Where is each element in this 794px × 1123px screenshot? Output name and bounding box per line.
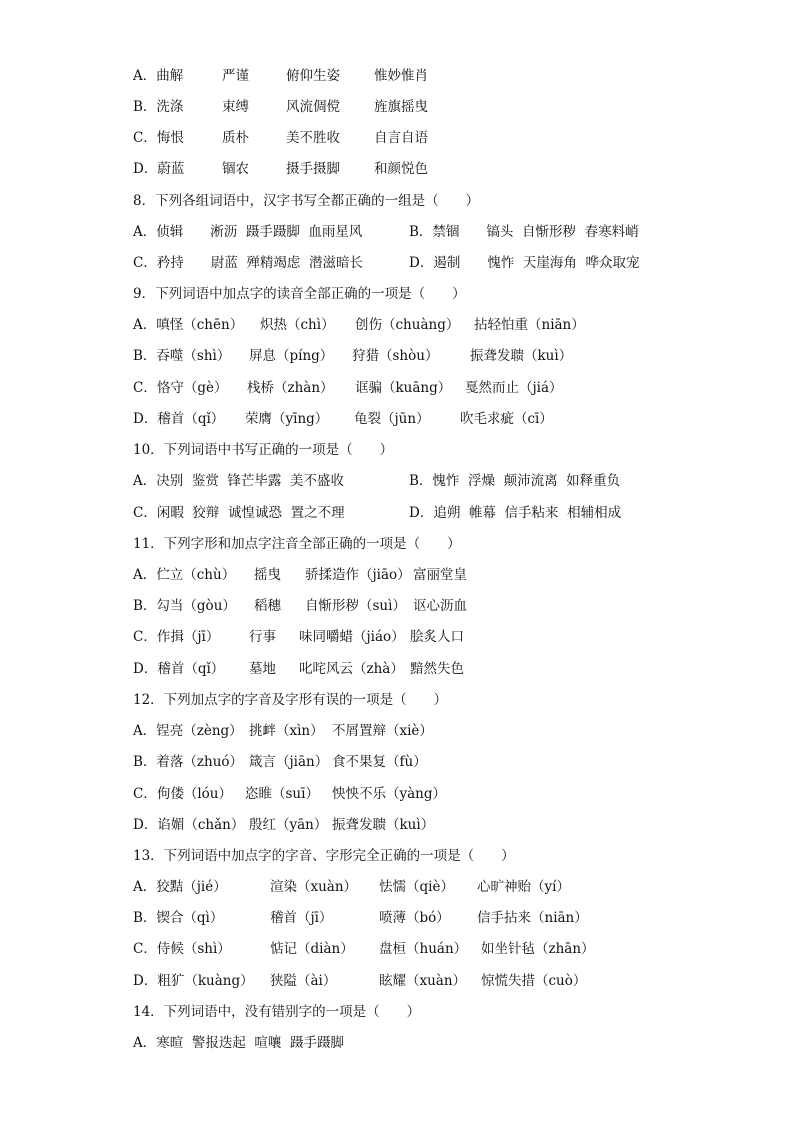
text-segment: 殷红（yān） [249,817,328,833]
text-segment: 富丽堂皇 [413,567,467,583]
text-line [133,660,693,678]
text-line [133,316,693,334]
text-segment: D．稽首（qǐ） [133,411,225,427]
text-segment: 食不果复（fù） [332,754,427,770]
text-segment: A．狡黠（jié） [133,879,227,895]
text-segment: 惊慌失措（cuò） [481,973,587,989]
text-segment: 味同嚼蜡（jiáo） [299,629,405,645]
text-segment: 旌旗摇曳 [374,99,428,115]
text-segment: 和颜悦色 [374,161,428,177]
text-segment: A．侦辑 淅沥 蹑手蹑脚 血雨星风 [133,224,363,240]
text-segment: A．锃亮（zèng） [133,723,243,739]
text-segment: 拈轻怕重（niān） [474,317,585,333]
text-segment: 炽热（chì） [260,317,335,333]
text-line [133,192,693,210]
text-segment: 恣睢（suī） [245,786,319,802]
text-line [133,597,693,615]
text-segment: C．闲暇 狡辩 诚惶诚恐 置之不理 [133,505,345,521]
text-line [133,816,693,834]
text-line [133,535,693,553]
text-line [133,628,693,646]
text-segment: 自惭形秽（suì） [305,598,406,614]
text-line [133,67,693,85]
text-line [133,847,693,865]
text-segment: B．锲合（qì） [133,910,224,926]
text-segment: C．侍候（shì） [133,941,231,957]
text-segment: 狭隘（ài） [270,973,337,989]
text-segment: 摄手摄脚 [286,161,340,177]
text-line [133,254,693,272]
text-segment: 如坐针毡（zhān） [481,941,595,957]
text-segment: D．蔚蓝 [133,161,185,177]
text-line [133,410,693,428]
text-segment: 墓地 [249,661,276,677]
text-segment: B．愧怍 浮燥 颠沛流离 如释重负 [409,473,621,489]
text-segment: A．寒暄 警报迭起 喧嚷 蹑手蹑脚 [133,1035,344,1051]
text-line [133,785,693,803]
text-segment: 狩猎（shòu） [352,348,439,364]
text-segment: B．着落（zhuó） [133,754,244,770]
text-segment: D．遏制 愧怍 天崖海角 哗众取宠 [409,255,640,271]
text-segment: 龟裂（jūn） [354,411,430,427]
text-line [133,504,693,522]
text-segment: 稻穗 [254,598,281,614]
text-segment: 惟妙惟肖 [374,68,428,84]
text-line [133,1034,693,1052]
text-segment: D．追朔 帷幕 信手粘来 相辅相成 [409,505,622,521]
text-segment: 振聋发聩（kuì） [332,817,435,833]
text-segment: D．谄媚（chǎn） [133,817,245,833]
text-segment: C．悔恨 [133,130,184,146]
text-segment: A．嗔怪（chēn） [133,317,244,333]
text-line [133,347,693,365]
text-segment: A．曲解 [133,68,184,84]
text-segment: 戛然而止（jiá） [465,380,563,396]
text-line [133,223,693,241]
text-segment: 严谨 [222,68,249,84]
text-segment: 12．下列加点字的字音及字形有误的一项是（ ） [133,692,448,708]
text-line [133,878,693,896]
text-segment: 稽首（jī） [270,910,333,926]
text-segment: 黯然失色 [410,661,464,677]
text-segment: 屏息（píng） [249,348,334,364]
text-segment: 挑衅（xìn） [249,723,324,739]
text-segment: C．恪守（gè） [133,380,228,396]
text-line [133,972,693,990]
text-segment: 盘桓（huán） [379,941,468,957]
text-segment: 骄揉造作（jiāo） [305,567,411,583]
text-line [133,441,693,459]
text-line [133,379,693,397]
text-line [133,1003,693,1021]
text-segment: C．佝偻（lóu） [133,786,232,802]
text-segment: 怏怏不乐（yàng） [332,786,447,802]
text-segment: B．吞噬（shì） [133,348,231,364]
text-segment: 11．下列字形和加点字注音全部正确的一项是（ ） [133,536,461,552]
text-segment: 栈桥（zhàn） [247,380,334,396]
text-segment: 讴心沥血 [413,598,467,614]
text-line [133,691,693,709]
text-line [133,472,693,490]
text-line [133,722,693,740]
text-segment: 叱咤风云（zhà） [299,661,404,677]
text-segment: 振聋发聩（kuì） [470,348,573,364]
text-segment: 美不胜收 [286,130,340,146]
text-segment: 创伤（chuàng） [355,317,460,333]
text-segment: 怯懦（qiè） [379,879,454,895]
text-segment: C．作揖（jī） [133,629,220,645]
text-segment: 质朴 [222,130,249,146]
text-line [133,129,693,147]
text-segment: 脍炙人口 [410,629,464,645]
text-segment: 渲染（xuàn） [270,879,358,895]
text-segment: 自言自语 [374,130,428,146]
text-segment: A．决别 鉴赏 锋芒毕露 美不盛收 [133,473,344,489]
text-segment: 喷薄（bó） [379,910,450,926]
text-segment: 8．下列各组词语中，汉字书写全都正确的一组是（ ） [133,193,480,209]
text-segment: 吹毛求疵（cī） [460,411,553,427]
text-segment: 心旷神贻（yí） [477,879,570,895]
text-segment: B．禁锢 镐头 自惭形秽 春寒料峭 [409,224,639,240]
text-line [133,98,693,116]
text-segment: 箴言（jiān） [249,754,329,770]
text-segment: D．稽首（qǐ） [133,661,225,677]
text-segment: 10．下列词语中书写正确的一项是（ ） [133,442,394,458]
text-segment: 惦记（diàn） [270,941,354,957]
text-segment: 9．下列词语中加点字的读音全部正确的一项是（ ） [133,286,466,302]
text-segment: A．伫立（chù） [133,567,236,583]
text-segment: 行事 [249,629,276,645]
text-segment: 俯仰生姿 [286,68,340,84]
text-segment: 风流倜傥 [286,99,340,115]
text-line [133,285,693,303]
text-segment: 14．下列词语中，没有错别字的一项是（ ） [133,1004,421,1020]
text-segment: B．勾当（gòu） [133,598,236,614]
text-segment: 13．下列词语中加点字的字音、字形完全正确的一项是（ ） [133,848,515,864]
text-segment: 锢农 [222,161,249,177]
text-line [133,940,693,958]
text-line [133,160,693,178]
text-segment: 信手拈来（niān） [477,910,588,926]
text-segment: 摇曳 [254,567,281,583]
text-line [133,909,693,927]
text-line [133,753,693,771]
text-line [133,566,693,584]
text-segment: D．粗犷（kuàng） [133,973,254,989]
text-segment: B．洗涤 [133,99,184,115]
text-segment: 诓骗（kuāng） [355,380,452,396]
text-segment: 束缚 [222,99,249,115]
text-segment: C．矜持 尉蓝 殚精竭虑 潜滋暗长 [133,255,363,271]
text-segment: 眩耀（xuàn） [379,973,467,989]
text-segment: 不屑置辩（xiè） [332,723,433,739]
text-segment: 荣膺（yīng） [245,411,329,427]
